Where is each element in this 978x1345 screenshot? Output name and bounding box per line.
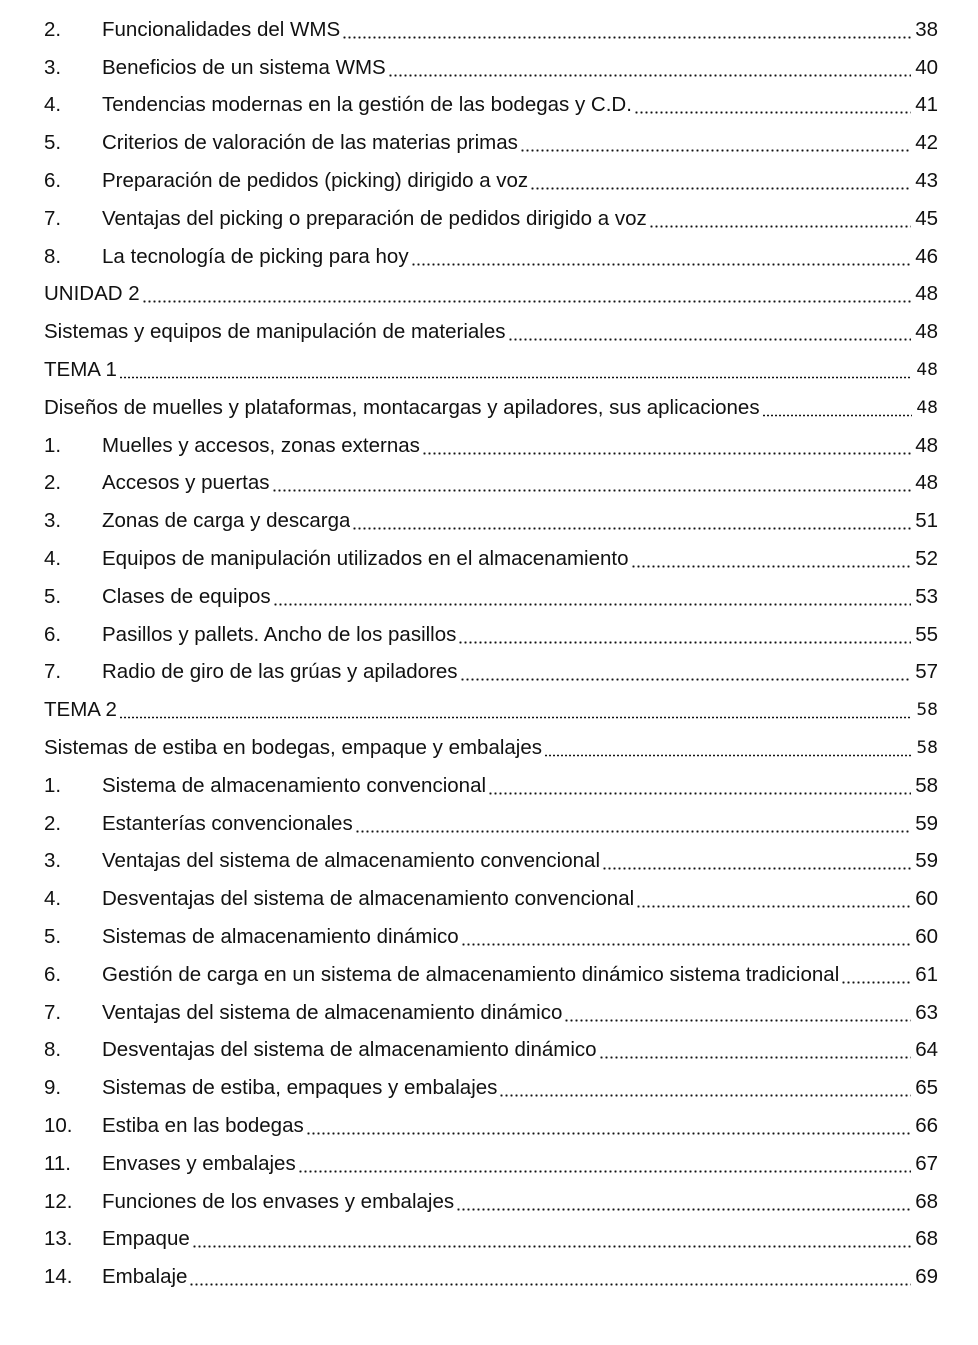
toc-entry-page: 69 (915, 1265, 938, 1289)
toc-entry-title: Accesos y puertas (102, 471, 270, 495)
toc-entry[interactable] (44, 654, 938, 692)
toc-entry-page: 68 (915, 1227, 938, 1251)
toc-entry[interactable] (44, 351, 938, 389)
toc-entry-title: TEMA 2 (44, 698, 117, 722)
toc-entry-title: Ventajas del picking o preparación de pedidos dirigido a voz (102, 206, 647, 230)
toc-entry-page: 46 (915, 244, 938, 268)
toc-entry-title: UNIDAD 2 (44, 282, 140, 306)
toc-entry[interactable] (44, 11, 938, 49)
dot-leader (841, 981, 911, 984)
toc-entry[interactable] (44, 427, 938, 465)
dot-leader (352, 527, 911, 530)
toc-entry[interactable] (44, 1258, 938, 1296)
toc-entry[interactable] (44, 1032, 938, 1070)
toc-entry-number: 2. (44, 17, 62, 41)
toc-entry-title: Sistemas de estiba, empaques y embalajes (102, 1076, 498, 1100)
toc-entry[interactable] (44, 87, 938, 125)
toc-entry-page: 48 (915, 433, 938, 457)
toc-entry[interactable] (44, 956, 938, 994)
toc-entry-title: Pasillos y pallets. Ancho de los pasillos (102, 622, 457, 646)
dot-leader (602, 867, 911, 870)
toc-entry-number: 4. (44, 93, 62, 117)
toc-entry-page: 40 (915, 55, 938, 79)
toc-entry-page: 61 (915, 962, 938, 986)
toc-entry[interactable] (44, 540, 938, 578)
toc-entry-title: Ventajas del sistema de almacenamiento convencional (102, 849, 600, 873)
toc-entry-title: Radio de giro de las grúas y apiladores (102, 660, 458, 684)
toc-entry-title: Estanterías convencionales (102, 811, 353, 835)
toc-entry-page: 60 (915, 925, 938, 949)
toc-entry-page: 68 (915, 1189, 938, 1213)
toc-entry-page: 41 (915, 93, 938, 117)
toc-entry[interactable] (44, 313, 938, 351)
toc-entry-number: 5. (44, 584, 62, 608)
table-of-contents (44, 11, 938, 1296)
toc-entry-title: Envases y embalajes (102, 1151, 296, 1175)
dot-leader (499, 1094, 911, 1097)
toc-entry-title: Gestión de carga en un sistema de almacenamiento dinámico sistema tradicional (102, 962, 840, 986)
toc-entry-page: 58 (916, 700, 938, 721)
toc-entry-page: 48 (915, 471, 938, 495)
toc-entry[interactable] (44, 1221, 938, 1259)
toc-entry-number: 3. (44, 55, 62, 79)
toc-entry-number: 10. (44, 1114, 73, 1137)
toc-entry[interactable] (44, 238, 938, 276)
toc-entry-number: 6. (44, 962, 62, 986)
toc-entry-number: 2. (44, 811, 62, 835)
toc-entry-title: Sistema de almacenamiento convencional (102, 773, 487, 797)
toc-entry-number: 7. (44, 206, 62, 230)
toc-entry-page: 65 (915, 1076, 938, 1100)
dot-leader (460, 678, 912, 681)
toc-entry-number: 3. (44, 849, 62, 873)
toc-entry-number: 7. (44, 1000, 62, 1024)
toc-entry-page: 66 (915, 1114, 938, 1137)
dot-leader (189, 1283, 911, 1286)
toc-entry[interactable] (44, 880, 938, 918)
toc-entry[interactable] (44, 805, 938, 843)
toc-entry-title: Sistemas de almacenamiento dinámico (102, 925, 459, 949)
dot-leader (342, 36, 911, 39)
toc-entry-number: 8. (44, 244, 62, 268)
dot-leader (458, 641, 911, 644)
toc-entry[interactable] (44, 1107, 938, 1145)
toc-entry-title: La tecnología de picking para hoy (102, 244, 409, 268)
toc-entry-number: 4. (44, 887, 62, 911)
toc-entry-number: 11. (44, 1151, 71, 1175)
dot-leader (273, 603, 912, 606)
dot-leader (634, 111, 911, 114)
dot-leader (119, 376, 912, 379)
dot-leader (488, 792, 911, 795)
dot-leader (388, 74, 911, 77)
toc-entry-page: 60 (915, 887, 938, 911)
dot-leader (456, 1208, 911, 1211)
toc-entry-title: Clases de equipos (102, 584, 271, 608)
dot-leader (599, 1056, 912, 1059)
toc-entry-title: Beneficios de un sistema WMS (102, 55, 386, 79)
toc-entry-number: 13. (44, 1227, 73, 1251)
dot-leader (636, 905, 911, 908)
dot-leader (762, 414, 913, 417)
toc-entry-page: 59 (915, 811, 938, 835)
toc-entry-page: 67 (915, 1151, 938, 1175)
toc-entry-title: Preparación de pedidos (picking) dirigido a voz (102, 169, 529, 193)
toc-entry-page: 57 (915, 660, 938, 684)
toc-entry-number: 8. (44, 1038, 62, 1062)
toc-entry-page: 51 (915, 509, 938, 533)
toc-entry-number: 5. (44, 925, 62, 949)
toc-entry-number: 1. (44, 433, 62, 457)
dot-leader (306, 1132, 911, 1135)
dot-leader (649, 225, 911, 228)
toc-entry-page: 58 (915, 773, 938, 797)
dot-leader (272, 489, 912, 492)
toc-entry[interactable] (44, 162, 938, 200)
toc-entry-title: Sistemas y equipos de manipulación de materiales (44, 320, 506, 344)
dot-leader (544, 754, 912, 757)
toc-entry-title: Estiba en las bodegas (102, 1114, 304, 1137)
toc-entry-title: TEMA 1 (44, 358, 117, 382)
dot-leader (631, 565, 912, 568)
toc-entry[interactable] (44, 767, 938, 805)
toc-entry-page: 42 (915, 131, 938, 155)
toc-entry[interactable] (44, 994, 938, 1032)
toc-entry[interactable] (44, 124, 938, 162)
dot-leader (508, 338, 912, 341)
toc-entry[interactable] (44, 691, 938, 729)
dot-leader (520, 149, 911, 152)
toc-entry-number: 3. (44, 509, 62, 533)
toc-entry-number: 9. (44, 1076, 62, 1100)
dot-leader (461, 943, 912, 946)
toc-entry-number: 6. (44, 169, 62, 193)
toc-entry-number: 12. (44, 1189, 73, 1213)
dot-leader (119, 716, 912, 719)
dot-leader (355, 830, 911, 833)
dot-leader (142, 300, 912, 303)
toc-entry-title: Desventajas del sistema de almacenamiento dinámico (102, 1038, 597, 1062)
toc-entry[interactable] (44, 729, 938, 767)
toc-entry-page: 48 (915, 320, 938, 344)
toc-entry-title: Funciones de los envases y embalajes (102, 1189, 455, 1213)
toc-entry-number: 6. (44, 622, 62, 646)
toc-entry-page: 53 (915, 584, 938, 608)
toc-entry-title: Zonas de carga y descarga (102, 509, 351, 533)
toc-entry[interactable] (44, 502, 938, 540)
toc-entry-number: 5. (44, 131, 62, 155)
toc-entry-page: 64 (915, 1038, 938, 1062)
toc-entry[interactable] (44, 276, 938, 314)
toc-entry-number: 4. (44, 547, 62, 571)
toc-entry-page: 48 (916, 397, 938, 418)
dot-leader (530, 187, 911, 190)
toc-entry[interactable] (44, 578, 938, 616)
toc-entry-title: Embalaje (102, 1265, 188, 1289)
toc-entry-page: 48 (916, 360, 938, 381)
toc-entry[interactable] (44, 1145, 938, 1183)
toc-entry[interactable] (44, 49, 938, 87)
toc-entry-title: Tendencias modernas en la gestión de las bodegas y C.D. (102, 93, 632, 117)
toc-entry-number: 7. (44, 660, 62, 684)
toc-entry[interactable] (44, 843, 938, 881)
dot-leader (564, 1019, 911, 1022)
toc-entry[interactable] (44, 200, 938, 238)
toc-entry-title: Funcionalidades del WMS (102, 17, 341, 41)
toc-entry-title: Equipos de manipulación utilizados en el almacenamiento (102, 547, 629, 571)
dot-leader (298, 1170, 911, 1173)
toc-entry-number: 1. (44, 773, 62, 797)
toc-entry-title: Criterios de valoración de las materias primas (102, 131, 518, 155)
toc-entry[interactable] (44, 1069, 938, 1107)
toc-entry-page: 63 (915, 1000, 938, 1024)
toc-entry-page: 38 (915, 17, 938, 41)
toc-entry-title: Diseños de muelles y plataformas, montacargas y apiladores, sus aplicaciones (44, 395, 760, 419)
toc-entry[interactable] (44, 616, 938, 654)
toc-entry-title: Empaque (102, 1227, 190, 1251)
toc-entry-page: 58 (916, 738, 938, 759)
toc-entry-title: Sistemas de estiba en bodegas, empaque y embalajes (44, 736, 543, 760)
toc-entry[interactable] (44, 1183, 938, 1221)
dot-leader (192, 1245, 911, 1248)
toc-entry[interactable] (44, 389, 938, 427)
toc-entry-page: 52 (915, 547, 938, 571)
toc-entry-page: 45 (915, 206, 938, 230)
toc-entry-page: 55 (915, 622, 938, 646)
dot-leader (422, 452, 911, 455)
toc-entry-title: Desventajas del sistema de almacenamiento convencional (102, 887, 635, 911)
toc-entry[interactable] (44, 465, 938, 503)
toc-entry[interactable] (44, 918, 938, 956)
toc-entry-title: Ventajas del sistema de almacenamiento dinámico (102, 1000, 563, 1024)
toc-entry-number: 2. (44, 471, 62, 495)
toc-entry-title: Muelles y accesos, zonas externas (102, 433, 420, 457)
toc-entry-page: 43 (915, 169, 938, 193)
toc-entry-number: 14. (44, 1265, 73, 1289)
dot-leader (411, 263, 912, 266)
toc-entry-page: 59 (915, 849, 938, 873)
toc-entry-page: 48 (915, 282, 938, 306)
